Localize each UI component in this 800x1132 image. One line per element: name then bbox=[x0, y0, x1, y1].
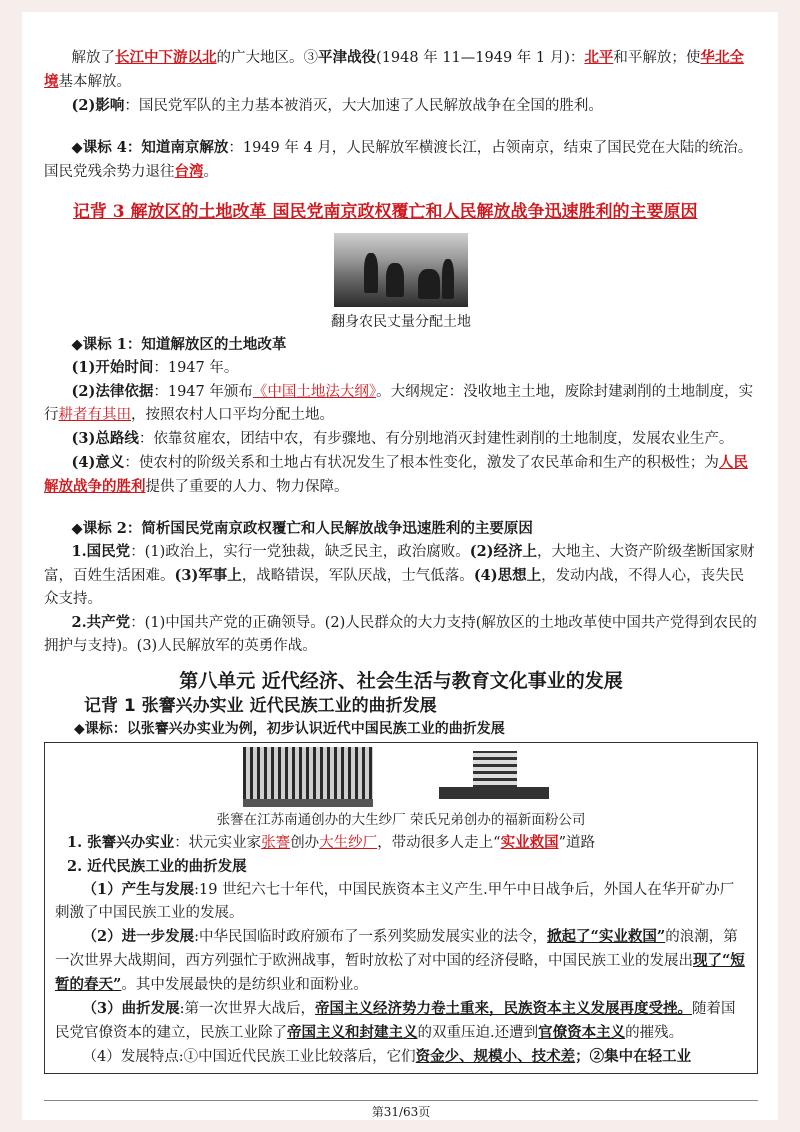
text: 的摧残。 bbox=[625, 1025, 684, 1041]
heading-inline: 平津战役 bbox=[318, 49, 377, 66]
point-3 bbox=[44, 427, 758, 451]
text: ：1947 年。 bbox=[153, 360, 239, 376]
text: :19 世纪六七十年代，中国民族资本主义产生.甲午中日战争后，外国人在华开矿办厂刺激了中国民族工业的发展。 bbox=[55, 882, 735, 921]
keyword: 资金少、规模小、技术差 bbox=[415, 1048, 576, 1065]
text: 创办 bbox=[290, 835, 320, 851]
photo-caption: 翻身农民丈量分配土地 bbox=[331, 314, 471, 330]
keyword: 实业救国 bbox=[500, 834, 559, 851]
document-page bbox=[22, 12, 778, 1120]
heading-inline: （4）发展特点 bbox=[82, 1049, 179, 1065]
land-reform-photo bbox=[334, 233, 468, 307]
keyword: 北平 bbox=[584, 49, 614, 66]
text: :①中国近代民族工业比较落后，它们 bbox=[178, 1049, 416, 1065]
memory3-title: 记背 3 解放区的土地改革 国民党南京政权覆亡和人民解放战争迅速胜利的主要原因 bbox=[72, 202, 698, 222]
heading-inline: (2)经济上 bbox=[469, 543, 538, 560]
text: ：1947 年颁布 bbox=[153, 384, 253, 400]
text: :第一次世界大战后， bbox=[179, 1001, 316, 1017]
text: ：(1)中国共产党的正确领导。(2)人民群众的大力支持(解放区的土地改革使中国共产党得到农民的拥护与支持)。(3)人民解放军的英勇作战。 bbox=[44, 615, 757, 654]
dev-1 bbox=[55, 878, 747, 925]
text: 的广大地区。③ bbox=[216, 50, 319, 66]
text: ，大地主、大资产阶级垄断国家财富，百姓生活困难。 bbox=[44, 544, 755, 584]
text: 的浪潮，第一次世界大战期间，西方列强忙于欧洲战事，暂时放松了对中国的经济侵略，中国民族工业的发展出 bbox=[55, 929, 738, 969]
text: ：使农村的阶级关系和土地占有状况发生了根本性变化，激发了农民革命和生产的积极性；为 bbox=[124, 455, 719, 471]
memory1-title: 记背 1 张謇兴办实业 近代民族工业的曲折发展 bbox=[84, 696, 437, 716]
keyword: 长江中下游以北 bbox=[115, 49, 217, 66]
point-2 bbox=[44, 380, 758, 427]
text: ：(1)政治上，实行一党独裁，缺乏民主，政治腐败。 bbox=[130, 544, 470, 560]
text: ：状元实业家 bbox=[174, 835, 262, 851]
heading-inline: (2)法律依据 bbox=[71, 383, 154, 400]
section-1 bbox=[67, 831, 747, 855]
text: ”道路 bbox=[558, 835, 596, 851]
text: 。大纲规定：没收地主土地，废除封建剥削的土地制度，实行 bbox=[44, 384, 754, 423]
unit-standard: ◆课标：以张謇兴办实业为例，初步认识近代中国民族工业的曲折发展 bbox=[74, 721, 505, 737]
keyword: 人民解放战争的胜利 bbox=[44, 454, 748, 495]
heading-inline: (3)军事上 bbox=[174, 567, 242, 584]
keyword: 掀起了“实业救国” bbox=[547, 928, 666, 945]
heading-inline: (1)开始时间 bbox=[71, 359, 154, 376]
heading-inline: 1. 张謇兴办实业 bbox=[67, 834, 175, 851]
dev-4 bbox=[55, 1045, 747, 1069]
page-footer bbox=[44, 1100, 758, 1120]
heading-inline: 2.共产党 bbox=[71, 614, 131, 631]
text: ，按照农村人口平均分配土地。 bbox=[131, 407, 334, 423]
reason-2 bbox=[44, 611, 758, 658]
page-number: 第31/63页 bbox=[371, 1105, 431, 1119]
text: ：1949 年 4 月，人民解放军横渡长江，占领南京，结束了国民党在大陆的统治。国民党残余势力退往 bbox=[44, 140, 753, 180]
keyword: 帝国主义和封建主义 bbox=[287, 1024, 418, 1041]
text: ；②集中在轻工业 bbox=[575, 1048, 692, 1065]
heading-inline: (3)总路线 bbox=[71, 430, 139, 447]
text: 提供了重要的人力、物力保障。 bbox=[145, 479, 349, 495]
text: ：依靠贫雇农，团结中农，有步骤地、有分别地消灭封建性剥削的土地制度，发展农业生产。 bbox=[138, 431, 734, 447]
text: 随着国民党官僚资本的建立，民族工业除了 bbox=[55, 1001, 736, 1041]
heading-inline: (4)意义 bbox=[71, 454, 125, 471]
keyword: 华北全境 bbox=[44, 49, 744, 90]
dev-3 bbox=[55, 997, 747, 1045]
top-paragraph-3 bbox=[44, 136, 758, 184]
keyword: 大生纱厂 bbox=[319, 835, 378, 851]
text: 。其中发展最快的是纺织业和面粉业。 bbox=[121, 977, 368, 993]
page-content bbox=[44, 46, 758, 1074]
photo-row bbox=[55, 747, 747, 807]
keyword: 耕者有其田 bbox=[58, 407, 131, 423]
keyword: 《中国土地法大纲》 bbox=[252, 384, 377, 400]
keyword: 张謇 bbox=[261, 835, 291, 851]
standard-1: ◆课标 1：知道解放区的土地改革 bbox=[71, 336, 287, 353]
photos-caption: 张謇在江苏南通创办的大生纱厂 荣氏兄弟创办的福新面粉公司 bbox=[216, 812, 586, 828]
top-paragraph-2 bbox=[44, 94, 758, 118]
point-4 bbox=[44, 451, 758, 499]
keyword: 台湾 bbox=[174, 163, 204, 180]
heading-inline: （3）曲折发展 bbox=[82, 1000, 180, 1017]
keyword: 官僚资本主义 bbox=[538, 1024, 626, 1041]
point-1 bbox=[44, 356, 758, 380]
standard-2: ◆课标 2：简析国民党南京政权覆亡和人民解放战争迅速胜利的主要原因 bbox=[71, 520, 533, 537]
text: :中华民国临时政府颁布了一系列奖励发展实业的法令， bbox=[194, 929, 548, 945]
text: 基本解放。 bbox=[58, 74, 131, 90]
dasheng-mill-photo bbox=[243, 747, 373, 807]
section-2: 2. 近代民族工业的曲折发展 bbox=[67, 858, 247, 875]
keyword: 帝国主义经济势力卷土重来，民族资本主义发展再度受挫。 bbox=[315, 1000, 693, 1017]
industry-box bbox=[44, 742, 758, 1074]
unit-title: 第八单元 近代经济、社会生活与教育文化事业的发展 bbox=[179, 670, 623, 692]
text: 的双重压迫.还遭到 bbox=[417, 1025, 539, 1041]
text: 和平解放；使 bbox=[613, 50, 701, 66]
heading-inline: (4)思想上 bbox=[473, 567, 542, 584]
text: ：国民党军队的主力基本被消灭，大大加速了人民解放战争在全国的胜利。 bbox=[124, 98, 603, 114]
text: ，发动内战，不得人心，丧失民众支持。 bbox=[44, 568, 745, 607]
heading-inline: （1）产生与发展 bbox=[82, 881, 195, 898]
text: 。 bbox=[203, 164, 218, 180]
heading-inline: (2)影响 bbox=[71, 97, 125, 114]
keyword: 现了“短暂的春天” bbox=[55, 952, 745, 993]
text: (1948 年 11—1949 年 1 月)： bbox=[376, 50, 585, 66]
dev-2 bbox=[55, 925, 747, 997]
top-paragraph-1 bbox=[44, 46, 758, 94]
heading-inline: ◆课标 4：知道南京解放 bbox=[71, 139, 229, 156]
heading-inline: （2）进一步发展 bbox=[82, 928, 195, 945]
fuxin-flour-photo bbox=[429, 747, 559, 799]
text: 解放了 bbox=[71, 50, 116, 66]
text: ，战略错误，军队厌战，士气低落。 bbox=[241, 568, 474, 584]
heading-inline: 1.国民党 bbox=[71, 543, 131, 560]
text: ，带动很多人走上“ bbox=[377, 835, 501, 851]
reason-1 bbox=[44, 540, 758, 611]
